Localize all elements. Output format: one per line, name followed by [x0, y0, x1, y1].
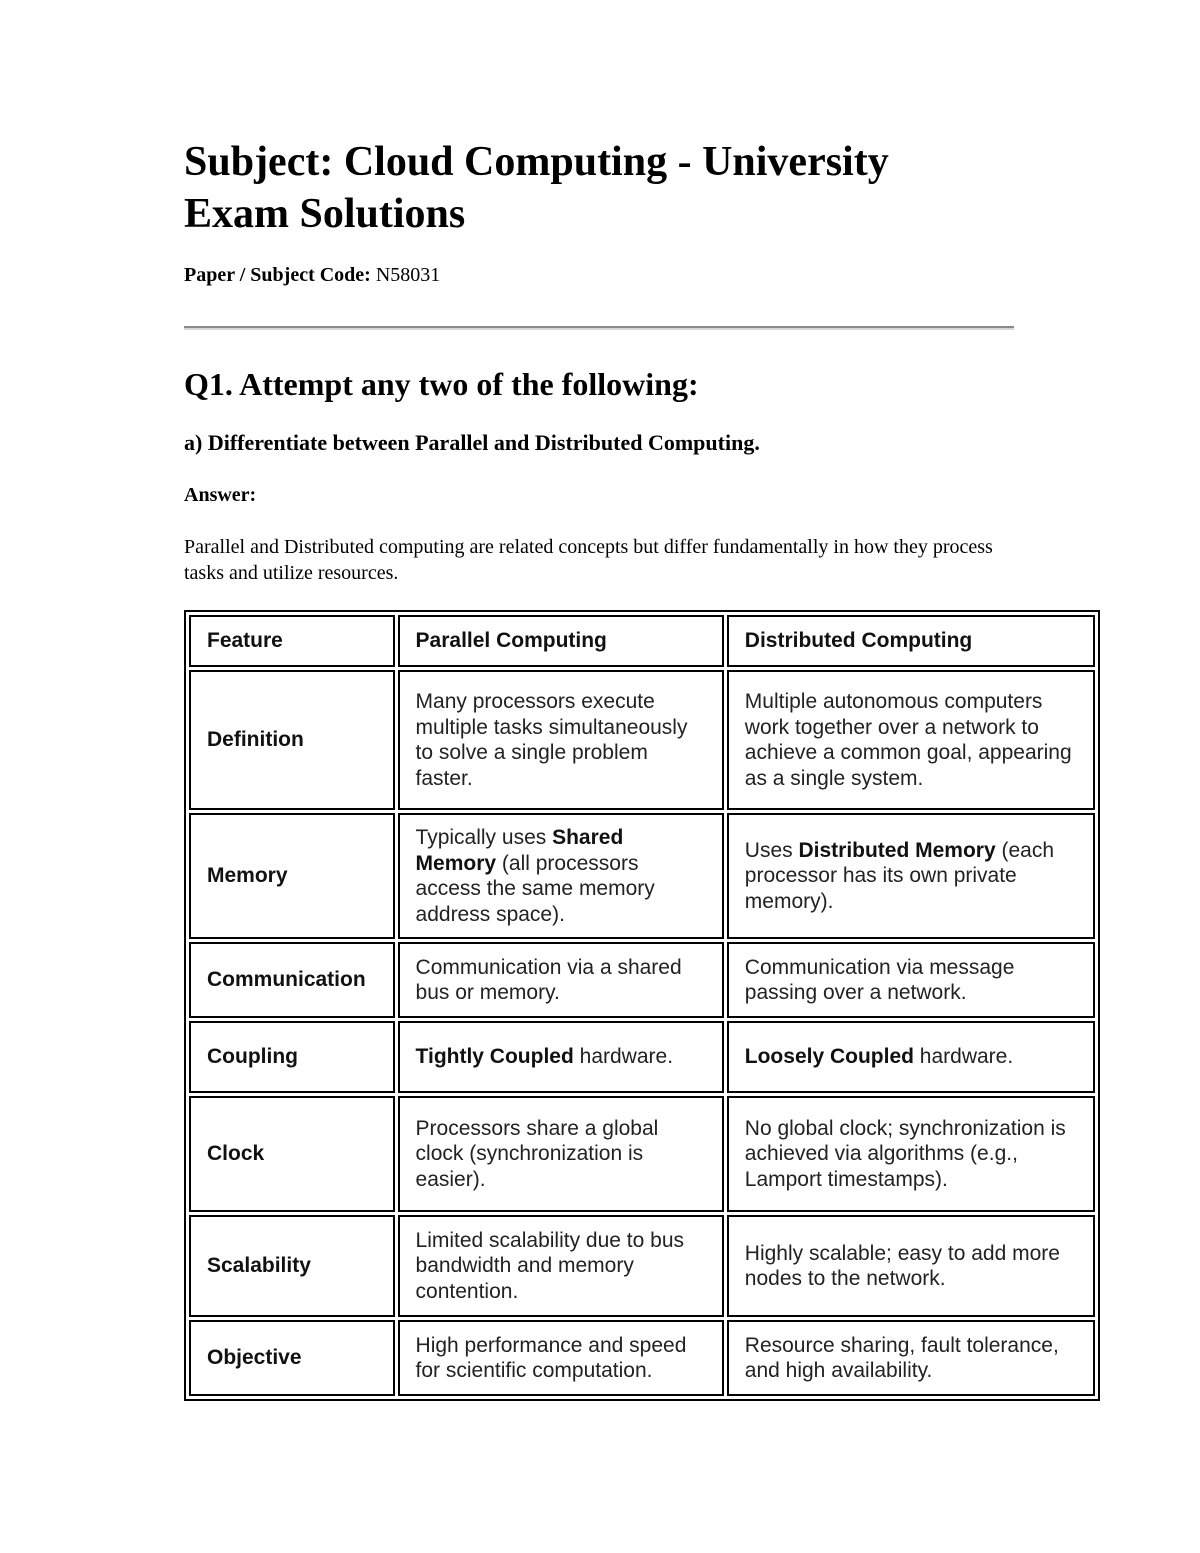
table-row	[189, 1215, 1095, 1317]
feature-cell: Clock	[189, 1096, 395, 1212]
answer-label: Answer:	[184, 484, 257, 506]
parallel-cell	[398, 1320, 724, 1396]
question-heading: Q1. Attempt any two of the following:	[184, 366, 699, 402]
cell-text: (all processors access the same memory address space).	[415, 851, 655, 926]
table-row	[189, 1021, 1095, 1093]
table-row	[189, 1096, 1095, 1212]
feature-cell: Objective	[189, 1320, 395, 1396]
cell-text: No global clock; synchronization is achieved via algorithms (e.g., Lamport timestamps).	[744, 1116, 1066, 1191]
table-row	[189, 813, 1095, 939]
parallel-cell	[398, 813, 724, 939]
parallel-cell	[398, 1021, 724, 1093]
distributed-cell	[727, 942, 1095, 1018]
cell-text: hardware.	[913, 1045, 1014, 1069]
intro-paragraph: Parallel and Distributed computing are related concepts but differ fundamentally in how they process tasks and utilize resources.	[184, 536, 993, 584]
distributed-cell	[727, 670, 1095, 810]
paper-code-label: Paper / Subject Code:	[184, 264, 371, 286]
distributed-cell	[727, 813, 1095, 939]
cell-text: Communication via message passing over a network.	[744, 955, 1015, 1004]
parallel-cell	[398, 1215, 724, 1317]
cell-text: High performance and speed for scientific computation.	[415, 1333, 687, 1382]
table-row	[189, 670, 1095, 810]
table-row	[189, 942, 1095, 1018]
table-header-row	[189, 615, 1095, 667]
cell-text: Limited scalability due to bus bandwidth and memory contention.	[415, 1228, 685, 1303]
cell-text: Resource sharing, fault tolerance, and high availability.	[744, 1333, 1059, 1382]
paper-code-value: N58031	[375, 264, 441, 286]
feature-cell: Definition	[189, 670, 395, 810]
distributed-cell	[727, 1215, 1095, 1317]
cell-text: Communication via a shared bus or memory.	[415, 955, 682, 1004]
header-distributed: Distributed Computing	[727, 615, 1095, 667]
subquestion-heading: a) Differentiate between Parallel and Distributed Computing.	[184, 430, 760, 455]
cell-text: (each processor has its own private memory).	[744, 838, 1055, 913]
cell-text: Typically uses	[415, 826, 553, 849]
page-title: Subject: Cloud Computing - University Exam Solutions	[184, 139, 889, 237]
comparison-table	[184, 610, 1100, 1401]
horizontal-divider	[184, 326, 1014, 330]
feature-cell: Scalability	[189, 1215, 395, 1317]
cell-text: hardware.	[573, 1045, 674, 1069]
parallel-cell	[398, 1096, 724, 1212]
parallel-cell	[398, 942, 724, 1018]
feature-cell: Communication	[189, 942, 395, 1018]
paper-code	[184, 262, 440, 288]
feature-cell: Memory	[189, 813, 395, 939]
cell-text: Highly scalable; easy to add more nodes to the network.	[744, 1241, 1060, 1290]
distributed-cell	[727, 1096, 1095, 1212]
header-feature: Feature	[189, 615, 395, 667]
bold-term: Tightly Coupled	[415, 1045, 574, 1069]
distributed-cell	[727, 1320, 1095, 1396]
cell-text: Multiple autonomous computers work together over a network to achieve a common goal, appearing as a single system.	[744, 690, 1072, 790]
cell-text: Processors share a global clock (synchronization is easier).	[415, 1116, 659, 1191]
bold-term: Shared Memory	[415, 826, 624, 875]
table-row	[189, 1320, 1095, 1396]
feature-cell: Coupling	[189, 1021, 395, 1093]
header-parallel: Parallel Computing	[398, 615, 724, 667]
bold-term: Loosely Coupled	[744, 1045, 914, 1069]
cell-text: Uses	[744, 838, 799, 862]
bold-term: Distributed Memory	[798, 838, 996, 862]
distributed-cell	[727, 1021, 1095, 1093]
parallel-cell	[398, 670, 724, 810]
cell-text: Many processors execute multiple tasks simultaneously to solve a single problem faster.	[415, 690, 688, 790]
